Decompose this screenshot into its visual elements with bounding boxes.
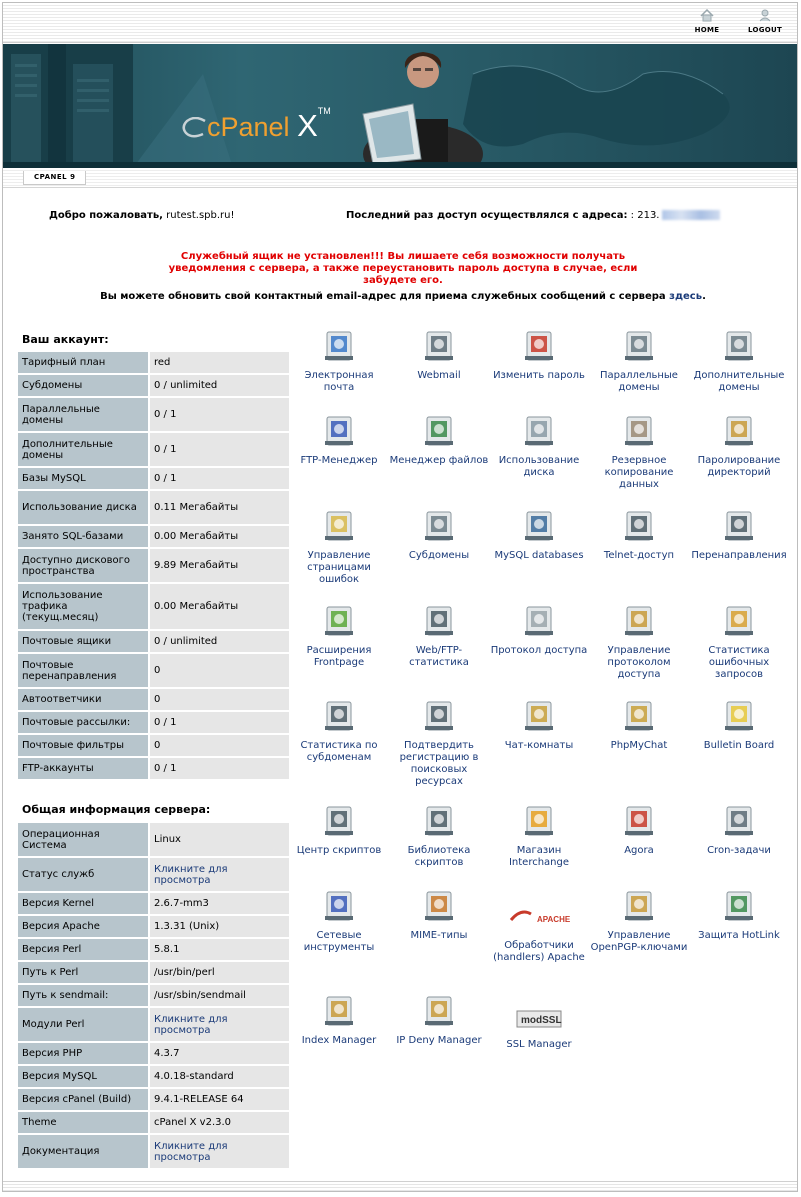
- hotlink-icon: [722, 888, 756, 924]
- server-info-row: [18, 962, 289, 983]
- row-value: 0: [148, 654, 289, 687]
- feature-link-backup[interactable]: [589, 413, 689, 491]
- row-value: 0: [148, 735, 289, 756]
- account-row: [18, 654, 289, 687]
- blurred-ip: [662, 210, 720, 220]
- feature-link-search-engine[interactable]: [389, 698, 489, 788]
- feature-label: Управление протоколом доступа: [607, 645, 671, 680]
- parked-domains-icon: [622, 328, 656, 364]
- server-info-row: [18, 916, 289, 937]
- row-label: Статус служб: [18, 858, 148, 891]
- disk-usage-icon: [522, 413, 556, 449]
- bulletin-board-icon: [722, 698, 756, 734]
- account-row: [18, 712, 289, 733]
- home-icon: [700, 9, 714, 22]
- feature-link-agora-cart[interactable]: [589, 803, 689, 857]
- feature-link-telnet[interactable]: [589, 508, 689, 562]
- svg-text:modSSL: modSSL: [521, 1015, 562, 1026]
- server-info-row: [18, 1066, 289, 1087]
- feature-label: PhpMyChat: [610, 740, 668, 751]
- account-table: [18, 350, 289, 781]
- row-value: cPanel X v2.3.0: [148, 1112, 289, 1133]
- row-value: [148, 1135, 289, 1168]
- row-label: Версия PHP: [18, 1043, 148, 1064]
- last-access-value: : 213.: [630, 210, 660, 221]
- server-info-table: [18, 821, 289, 1170]
- account-row: [18, 549, 289, 582]
- row-label: Модули Perl: [18, 1008, 148, 1041]
- account-row: [18, 584, 289, 629]
- feature-link-redirects[interactable]: [689, 508, 789, 562]
- feature-link-chat-rooms[interactable]: [489, 698, 589, 752]
- feature-link-error-pages[interactable]: [289, 508, 389, 586]
- version-strip: [3, 168, 797, 188]
- top-bar: [3, 3, 797, 43]
- feature-link-file-manager[interactable]: [389, 413, 489, 467]
- feature-link-addon-domains[interactable]: [689, 328, 789, 394]
- error-stats-icon: [722, 603, 756, 639]
- feature-link-mysql[interactable]: [489, 508, 589, 562]
- row-value: 1.3.31 (Unix): [148, 916, 289, 937]
- server-info-row: [18, 1008, 289, 1041]
- row-label: Путь к sendmail:: [18, 985, 148, 1006]
- account-title: Ваш аккаунт:: [22, 333, 109, 346]
- feature-label: Паролирование директорий: [697, 455, 781, 478]
- redirects-icon: [722, 508, 756, 544]
- feature-label: Резервное копирование данных: [604, 455, 674, 490]
- account-row: [18, 526, 289, 547]
- apache-handlers-icon: [507, 900, 571, 934]
- row-label: Документация: [18, 1135, 148, 1168]
- feature-link-index-manager[interactable]: [289, 993, 389, 1047]
- row-value: 0 / 1: [148, 398, 289, 431]
- row-label: Тарифный план: [18, 352, 148, 373]
- log-manager-icon: [622, 603, 656, 639]
- feature-label: Расширения Frontpage: [306, 645, 372, 668]
- welcome-greeting: Добро пожаловать,: [49, 210, 163, 221]
- telnet-icon: [622, 508, 656, 544]
- chat-rooms-icon: [522, 698, 556, 734]
- row-label: Версия cPanel (Build): [18, 1089, 148, 1110]
- feature-link-log-manager[interactable]: [589, 603, 689, 681]
- row-value: 4.0.18-standard: [148, 1066, 289, 1087]
- row-label: Theme: [18, 1112, 148, 1133]
- server-info-row: [18, 939, 289, 960]
- row-value: [148, 1008, 289, 1041]
- row-label: FTP-аккаунты: [18, 758, 148, 779]
- row-label: Путь к Perl: [18, 962, 148, 983]
- row-label: Дополнительные домены: [18, 433, 148, 466]
- row-label: Почтовые рассылки:: [18, 712, 148, 733]
- frontpage-icon: [322, 603, 356, 639]
- feature-label: Электронная почта: [304, 370, 374, 393]
- server-info-row: [18, 1089, 289, 1110]
- feature-label: Обработчики (handlers) Apache: [493, 940, 585, 963]
- cpanel-logo: [181, 108, 331, 144]
- feature-label: Менеджер файлов: [389, 455, 489, 466]
- row-label: Доступно дискового пространства: [18, 549, 148, 582]
- row-value: 0 / 1: [148, 758, 289, 779]
- row-value: 0.00 Мегабайты: [148, 526, 289, 547]
- feature-label: SSL Manager: [506, 1039, 572, 1050]
- pgp-keys-icon: [622, 888, 656, 924]
- row-label: Почтовые фильтры: [18, 735, 148, 756]
- feature-label: Статистика ошибочных запросов: [708, 645, 770, 680]
- logo-text: cPanel: [207, 112, 290, 142]
- subdomain-stats-icon: [322, 698, 356, 734]
- account-row: [18, 631, 289, 652]
- home-link[interactable]: [685, 9, 729, 34]
- welcome-message: [49, 210, 235, 221]
- feature-link-bulletin-board[interactable]: [689, 698, 789, 752]
- feature-label: FTP-Менеджер: [300, 455, 378, 466]
- row-value: [148, 858, 289, 891]
- row-label: Параллельные домены: [18, 398, 148, 431]
- row-label: Версия MySQL: [18, 1066, 148, 1087]
- row-value: 0: [148, 689, 289, 710]
- row-label: Почтовые перенаправления: [18, 654, 148, 687]
- banner-art: [3, 44, 797, 168]
- feature-link-disk-usage[interactable]: [489, 413, 589, 479]
- network-tools-icon: [322, 888, 356, 924]
- logout-label: LOGOUT: [747, 26, 783, 34]
- feature-link-script-center[interactable]: [289, 803, 389, 857]
- feature-label: Защита HotLink: [698, 930, 780, 941]
- feature-label: Webmail: [417, 370, 461, 381]
- feature-label: Статистика по субдоменам: [300, 740, 378, 763]
- mime-types-icon: [422, 888, 456, 924]
- ftp-manager-icon: [322, 413, 356, 449]
- feature-label: Дополнительные домены: [693, 370, 785, 393]
- row-value: red: [148, 352, 289, 373]
- feature-label: Протокол доступа: [490, 645, 588, 656]
- ip-deny-icon: [422, 993, 456, 1029]
- addon-domains-icon: [722, 328, 756, 364]
- account-row: [18, 735, 289, 756]
- update-note-tail: .: [702, 291, 706, 302]
- row-value: 0 / unlimited: [148, 375, 289, 396]
- folder-lock-icon: [722, 413, 756, 449]
- logout-link[interactable]: [743, 9, 787, 34]
- update-email-link[interactable]: здесь: [669, 291, 703, 302]
- row-label: Субдомены: [18, 375, 148, 396]
- last-access-label: Последний раз доступ осуществлялся с адреса:: [346, 210, 628, 221]
- version-tab: CPANEL 9: [23, 171, 86, 185]
- page-frame: [2, 2, 798, 1192]
- feature-label: Перенаправления: [691, 550, 787, 561]
- feature-label: MIME-типы: [410, 930, 468, 941]
- server-info-row: [18, 858, 289, 891]
- backup-icon: [622, 413, 656, 449]
- feature-link-mime-types[interactable]: [389, 888, 489, 942]
- mail-icon: [322, 328, 356, 364]
- ssl-manager-icon: [515, 1005, 563, 1033]
- webmail-icon: [422, 328, 456, 364]
- feature-link-apache-handlers[interactable]: [489, 900, 589, 964]
- subdomains-icon: [422, 508, 456, 544]
- feature-label: Параллельные домены: [600, 370, 678, 393]
- server-info-row: [18, 985, 289, 1006]
- feature-label: IP Deny Manager: [396, 1035, 482, 1046]
- row-label: Версия Perl: [18, 939, 148, 960]
- contact-warning: Служебный ящик не установлен!!! Вы лишаете себя возможности получать уведомления с сервера, а также переустановить пароль доступа в случае, если забудете его.: [168, 251, 638, 286]
- feature-link-cron-clock[interactable]: [689, 803, 789, 857]
- row-label: Операционная Система: [18, 823, 148, 856]
- feature-label: Сетевые инструменты: [303, 930, 375, 953]
- row-value: 0 / 1: [148, 433, 289, 466]
- feature-label: Cron-задачи: [707, 845, 771, 856]
- feature-link-hotlink[interactable]: [689, 888, 789, 942]
- row-value: 9.89 Мегабайты: [148, 549, 289, 582]
- row-label: Использование трафика (текущ.месяц): [18, 584, 148, 629]
- feature-label: Библиотека скриптов: [407, 845, 471, 868]
- feature-link-raw-log[interactable]: [489, 603, 589, 657]
- server-info-row: [18, 823, 289, 856]
- footer-bar: [3, 1181, 797, 1191]
- server-info-row: [18, 893, 289, 914]
- feature-label: Субдомены: [408, 550, 470, 561]
- row-value: 4.3.7: [148, 1043, 289, 1064]
- feature-label: Agora: [624, 845, 654, 856]
- feature-label: MySQL databases: [494, 550, 584, 561]
- feature-link-webmail[interactable]: [389, 328, 489, 382]
- row-label: Версия Apache: [18, 916, 148, 937]
- row-value: 0.00 Мегабайты: [148, 584, 289, 629]
- row-value: 9.4.1-RELEASE 64: [148, 1089, 289, 1110]
- account-row: [18, 468, 289, 489]
- row-value: 0 / unlimited: [148, 631, 289, 652]
- interchange-icon: [522, 803, 556, 839]
- feature-label: Index Manager: [301, 1035, 377, 1046]
- row-value: Linux: [148, 823, 289, 856]
- web-stats-icon: [422, 603, 456, 639]
- row-label: Версия Kernel: [18, 893, 148, 914]
- search-engine-icon: [422, 698, 456, 734]
- server-info-row: [18, 1043, 289, 1064]
- row-value: 0 / 1: [148, 712, 289, 733]
- account-row: [18, 433, 289, 466]
- cpanel-logo-swirl: [181, 117, 207, 139]
- mysql-icon: [522, 508, 556, 544]
- phpmychat-icon: [622, 698, 656, 734]
- row-value: 0.11 Мегабайты: [148, 491, 289, 524]
- agora-cart-icon: [622, 803, 656, 839]
- logout-icon: [758, 9, 772, 22]
- raw-log-icon: [522, 603, 556, 639]
- row-value: 2.6.7-mm3: [148, 893, 289, 914]
- last-access: [346, 210, 720, 221]
- account-row: [18, 491, 289, 524]
- feature-link-web-stats[interactable]: [389, 603, 489, 669]
- view-link[interactable]: Кликните для просмотра: [154, 1013, 228, 1036]
- logo-tm: TM: [317, 106, 331, 116]
- account-row: [18, 758, 289, 779]
- server-info-title: Общая информация сервера:: [22, 803, 211, 816]
- feature-link-password[interactable]: [489, 328, 589, 382]
- logo-x: X: [297, 108, 318, 143]
- top-nav: [685, 9, 787, 34]
- feature-label: Telnet-доступ: [603, 550, 675, 561]
- feature-link-script-library[interactable]: [389, 803, 489, 869]
- feature-label: Web/FTP-статистика: [409, 645, 469, 668]
- error-pages-icon: [322, 508, 356, 544]
- feature-label: Bulletin Board: [703, 740, 775, 751]
- feature-link-frontpage[interactable]: [289, 603, 389, 669]
- feature-label: Чат-комнаты: [504, 740, 574, 751]
- row-value: /usr/sbin/sendmail: [148, 985, 289, 1006]
- feature-label: Изменить пароль: [493, 370, 585, 381]
- password-icon: [522, 328, 556, 364]
- row-label: Автоответчики: [18, 689, 148, 710]
- feature-label: Магазин Interchange: [508, 845, 570, 868]
- feature-link-pgp-keys[interactable]: [589, 888, 689, 954]
- feature-link-error-stats[interactable]: [689, 603, 789, 681]
- feature-label: Использование диска: [498, 455, 580, 478]
- update-email-note: [23, 291, 783, 302]
- update-note-text: Вы можете обновить свой контактный email-адрес для приема служебных сообщений с сервера: [100, 291, 666, 302]
- feature-link-parked-domains[interactable]: [589, 328, 689, 394]
- account-row: [18, 398, 289, 431]
- feature-label: Управление OpenPGP-ключами: [590, 930, 688, 953]
- home-label: HOME: [694, 26, 720, 34]
- welcome-domain: rutest.spb.ru!: [166, 210, 235, 221]
- view-link[interactable]: Кликните для просмотра: [154, 1140, 228, 1163]
- row-label: Почтовые ящики: [18, 631, 148, 652]
- script-center-icon: [322, 803, 356, 839]
- row-value: 5.8.1: [148, 939, 289, 960]
- svg-text:APACHE: APACHE: [537, 915, 571, 924]
- row-label: Использование диска: [18, 491, 148, 524]
- feature-label: Подтвердить регистрацию в поисковых ресурсах: [399, 740, 479, 787]
- server-info-row: [18, 1112, 289, 1133]
- account-row: [18, 352, 289, 373]
- feature-link-interchange[interactable]: [489, 803, 589, 869]
- view-link[interactable]: Кликните для просмотра: [154, 863, 228, 886]
- row-label: Базы MySQL: [18, 468, 148, 489]
- file-manager-icon: [422, 413, 456, 449]
- feature-link-subdomains[interactable]: [389, 508, 489, 562]
- row-value: /usr/bin/perl: [148, 962, 289, 983]
- account-row: [18, 689, 289, 710]
- feature-link-phpmychat[interactable]: [589, 698, 689, 752]
- row-label: Занято SQL-базами: [18, 526, 148, 547]
- feature-label: Управление страницами ошибок: [307, 550, 371, 585]
- index-manager-icon: [322, 993, 356, 1029]
- feature-link-ftp-manager[interactable]: [289, 413, 389, 467]
- feature-link-ip-deny[interactable]: [389, 993, 489, 1047]
- row-value: 0 / 1: [148, 468, 289, 489]
- cron-clock-icon: [722, 803, 756, 839]
- feature-label: Центр скриптов: [296, 845, 382, 856]
- account-row: [18, 375, 289, 396]
- feature-link-ssl-manager[interactable]: [489, 1005, 589, 1051]
- script-library-icon: [422, 803, 456, 839]
- feature-link-network-tools[interactable]: [289, 888, 389, 954]
- feature-link-mail[interactable]: [289, 328, 389, 394]
- feature-link-subdomain-stats[interactable]: [289, 698, 389, 764]
- feature-link-folder-lock[interactable]: [689, 413, 789, 479]
- server-info-row: [18, 1135, 289, 1168]
- header-banner: [3, 44, 797, 168]
